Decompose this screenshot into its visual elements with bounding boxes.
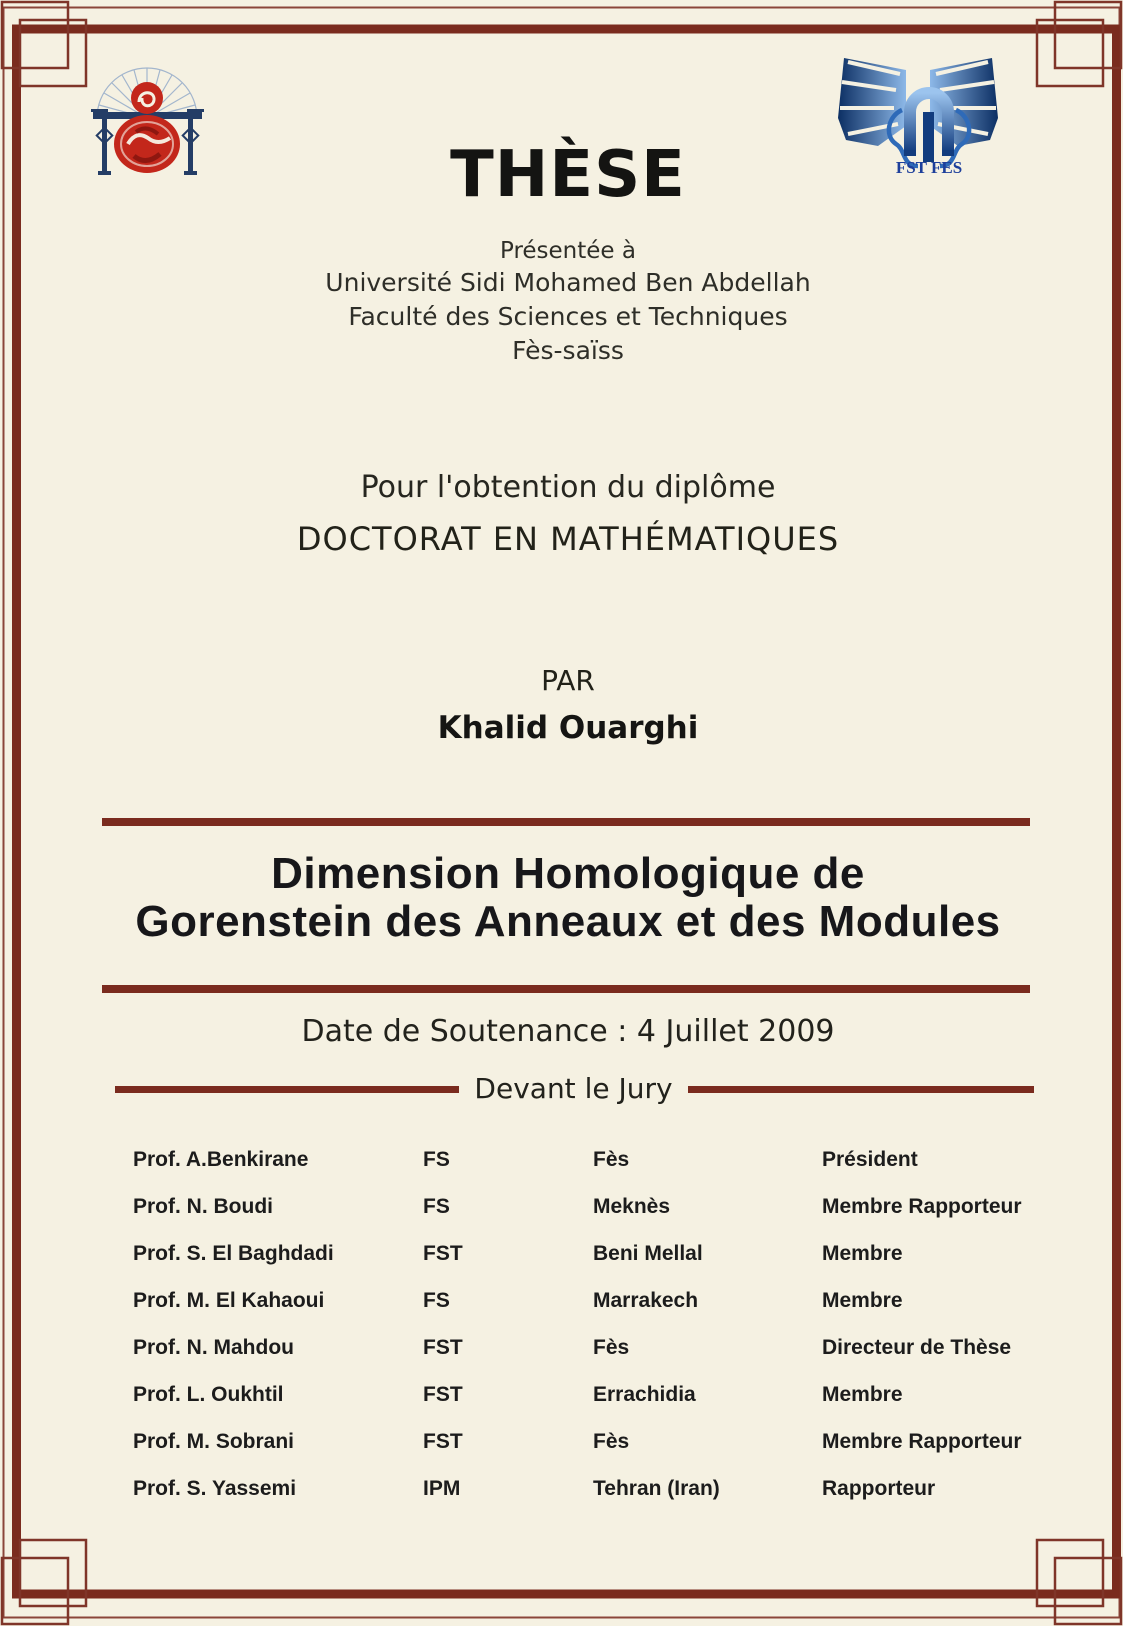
jury-member-role: Président: [822, 1147, 918, 1171]
jury-row: [0, 1277, 1123, 1324]
jury-member-institution: FST: [423, 1382, 463, 1406]
jury-member-institution: FST: [423, 1429, 463, 1453]
fst-fes-label: FST FES: [895, 158, 963, 177]
jury-member-role: Directeur de Thèse: [822, 1335, 1012, 1359]
jury-member-name: Prof. M. Sobrani: [133, 1429, 295, 1453]
jury-member-name: Prof. L. Oukhtil: [133, 1382, 284, 1406]
jury-heading-rule-left: [115, 1086, 459, 1093]
jury-member-name: Prof. A.Benkirane: [133, 1147, 309, 1171]
jury-row: [0, 1371, 1123, 1418]
jury-member-role: Membre Rapporteur: [822, 1429, 1022, 1453]
jury-member-institution: FS: [423, 1194, 450, 1218]
jury-member-city: Beni Mellal: [593, 1241, 703, 1265]
jury-row: [0, 1418, 1123, 1465]
jury-row: [0, 1136, 1123, 1183]
degree-name-line: DOCTORAT EN MATHÉMATIQUES: [296, 520, 840, 558]
jury-member-role: Rapporteur: [822, 1476, 936, 1500]
university-name: Université Sidi Mohamed Ben Abdellah: [325, 268, 811, 297]
document-type-title: THÈSE: [450, 138, 686, 212]
jury-member-city: Tehran (Iran): [593, 1476, 720, 1500]
title-rule-bottom: [102, 985, 1030, 993]
jury-heading: Devant le Jury: [474, 1072, 673, 1105]
defense-date-line: Date de Soutenance : 4 Juillet 2009: [301, 1014, 835, 1049]
jury-row: [0, 1324, 1123, 1371]
jury-member-name: Prof. S. El Baghdadi: [133, 1241, 334, 1265]
jury-row: [0, 1465, 1123, 1512]
degree-intro-line: Pour l'obtention du diplôme: [360, 470, 776, 505]
jury-row: [0, 1230, 1123, 1277]
par-label: PAR: [541, 664, 595, 697]
jury-member-city: Errachidia: [593, 1382, 696, 1406]
jury-member-name: Prof. M. El Kahaoui: [133, 1288, 325, 1312]
presented-at-line: Présentée à: [499, 238, 636, 264]
author-name: Khalid Ouarghi: [437, 710, 699, 746]
jury-member-institution: FST: [423, 1335, 463, 1359]
jury-member-city: Meknès: [593, 1194, 671, 1218]
jury-member-city: Fès: [593, 1147, 630, 1171]
jury-member-role: Membre: [822, 1382, 903, 1406]
jury-table: [0, 1136, 1123, 1512]
jury-member-institution: FST: [423, 1241, 463, 1265]
thesis-title-line2: Gorenstein des Anneaux et des Modules: [135, 897, 1001, 946]
jury-member-institution: FS: [423, 1147, 450, 1171]
jury-member-name: Prof. N. Mahdou: [133, 1335, 294, 1359]
jury-heading-rule-right: [688, 1086, 1034, 1093]
jury-member-role: Membre: [822, 1241, 903, 1265]
jury-member-role: Membre: [822, 1288, 903, 1312]
faculty-name: Faculté des Sciences et Techniques: [348, 302, 788, 331]
institution-block: [20, 266, 1116, 368]
thesis-title: [20, 850, 1116, 946]
jury-member-role: Membre Rapporteur: [822, 1194, 1022, 1218]
jury-row: [0, 1183, 1123, 1230]
campus-name: Fès-saïss: [512, 336, 624, 365]
jury-member-city: Marrakech: [593, 1288, 699, 1312]
jury-member-name: Prof. N. Boudi: [133, 1194, 273, 1218]
jury-member-institution: IPM: [423, 1476, 461, 1500]
title-rule-top: [102, 818, 1030, 826]
jury-member-name: Prof. S. Yassemi: [133, 1476, 297, 1500]
thesis-title-line1: Dimension Homologique de: [271, 849, 865, 898]
jury-member-institution: FS: [423, 1288, 450, 1312]
jury-member-city: Fès: [593, 1335, 630, 1359]
jury-member-city: Fès: [593, 1429, 630, 1453]
